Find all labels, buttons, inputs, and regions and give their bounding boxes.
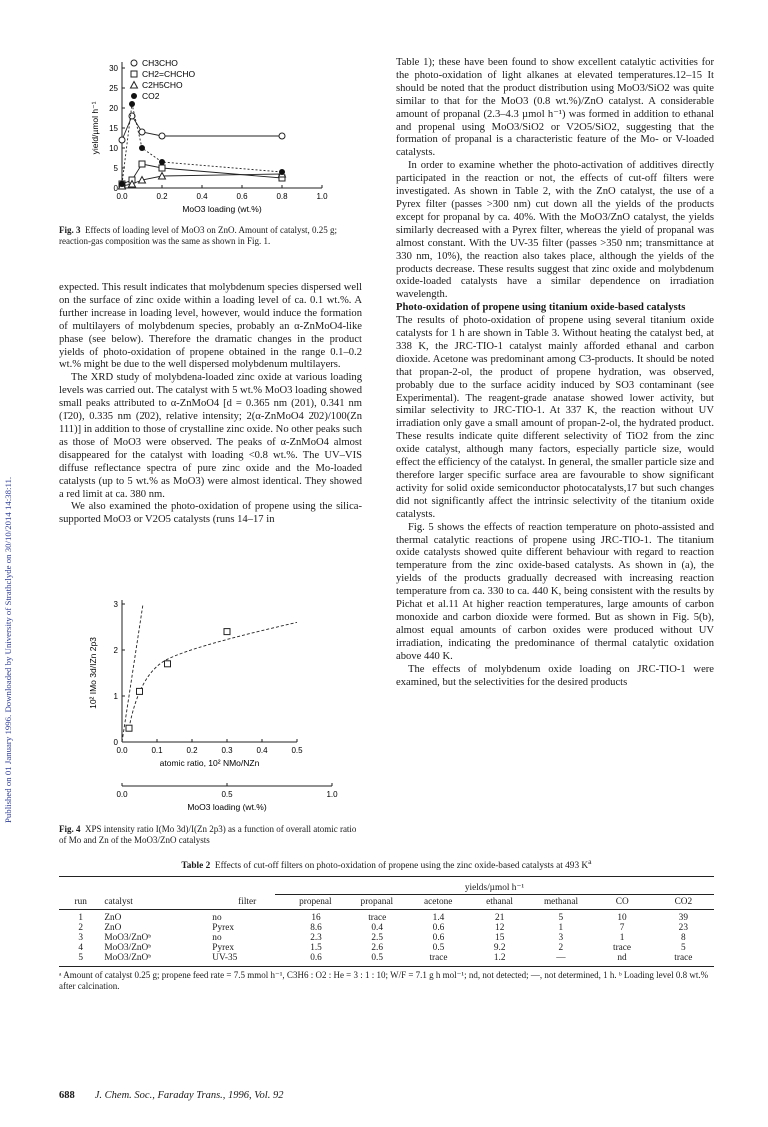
table-row — [59, 913, 714, 923]
table2-header-cell: propanal — [360, 897, 394, 908]
table2-cell: 12 — [495, 923, 505, 934]
trend-line-steep — [122, 604, 143, 742]
x-axis-label: atomic ratio, 10² NMo/NZn — [159, 758, 260, 768]
left-column-top — [59, 282, 362, 527]
table2-cell: 1.4 — [432, 913, 445, 924]
table2-cell: 0.5 — [371, 953, 384, 964]
table2-title: Table 2 Effects of cut-off filters on photo-oxidation of propene using the zinc oxide-based catalysts at 493 $K^a$ — [181, 857, 592, 872]
x-tick-label: 0.8 — [276, 192, 288, 201]
table2-cell: trace — [674, 953, 693, 964]
legend-label: CO2 — [142, 91, 160, 101]
table2-cell: MoO3/ZnOᵇ — [104, 943, 152, 954]
table-row — [59, 943, 714, 953]
table2-cell: 2.3 — [310, 933, 322, 944]
y-tick-label: 1 — [113, 692, 118, 701]
x-tick-label: 0.1 — [151, 746, 163, 755]
table2-cell: — — [556, 953, 566, 964]
legend-label: CH3CHO — [142, 58, 178, 68]
fig4-chart — [82, 592, 352, 822]
trend-line-curve — [129, 622, 297, 728]
table2-cell: 5 — [681, 943, 686, 954]
table2-cell: 1.5 — [310, 943, 322, 954]
series-line — [122, 116, 282, 140]
y-tick-label: 0 — [113, 738, 118, 747]
x-axis-label: MoO3 loading (wt.%) — [182, 204, 262, 214]
fig4-caption: Fig. 4 XPS intensity ratio I(Mo 3d)/I(Zn 2p3) as a function of overall atomic ratio of Mo and Zn of the MoO3/ZnO catalysts — [59, 824, 357, 845]
table2-cell: 2 — [558, 943, 564, 954]
table2-cell: 2.6 — [371, 943, 384, 954]
table2-cell: 2.5 — [371, 933, 384, 944]
paragraph: The results of photo-oxidation of propene using several titanium oxide catalysts for 1 h are shown in Table 3. Without heating the catalyst bed, at 338 K, the JRC-TIO-1 catalyst mainly afforded ethanal and carbon dioxide. Acetone was predominant among C3-products. It should be noted that propan-2-ol, the product of propene hydration, was observed, probably due to the surface acidity induced by SO3 contaminant (see Experimental). The reagent-grade anatase showed lower activity, but similar selectivity to JRC-TIO-1. At 337 K, the reaction without UV irradiation only gave a small amount of propan-2-ol, the hydrated product. These results indicate quite different selectivity of TiO2 from the zinc oxide catalyst, although many factors, especially particle size, would effect the efficiency of the catalyst. In general, the smaller particle size and therefore larger specific surface area are favourable to show significant activity for solid oxide semiconductor photocatalysts,17 but such changes did not significantly affect the intrinsic selectivity of the titanium oxide catalysts. — [396, 315, 714, 520]
table2-cell: trace — [368, 913, 387, 924]
data-point-dot — [119, 181, 125, 187]
table2-cell: MoO3/ZnOᵇ — [104, 953, 152, 964]
data-point-square — [137, 688, 143, 694]
table2-cell: 1.2 — [493, 953, 506, 964]
data-point-circle — [159, 133, 165, 139]
table2-footnote: ᵃ Amount of catalyst 0.25 g; propene feed rate = 7.5 mmol h⁻¹, C3H6 : O2 : He = 3 : 1 : 10; W/F = 7.1 g h mol⁻¹; nd, not detected; —, not determined, 1 h. ᵇ Loading level 0.8 wt.% after calcination. — [59, 970, 709, 992]
secondary-x-tick-label: 1.0 — [326, 790, 338, 799]
legend-label: C2H5CHO — [142, 80, 183, 90]
table2-cell: 5 — [558, 913, 564, 924]
download-watermark: Published on 01 January 1996. Downloaded by University of Strathclyde on 30/10/2014 14:38:11. — [3, 476, 13, 824]
table2-cell: 1 — [558, 923, 564, 934]
data-point-square — [126, 725, 132, 731]
table2-cell: 0.6 — [310, 953, 322, 964]
table2-body — [59, 913, 714, 963]
table2-cell: 2 — [78, 923, 83, 934]
y-tick-label: 5 — [113, 164, 118, 173]
table2-cell: nd — [617, 953, 627, 964]
table2-cell: 21 — [495, 913, 505, 924]
table2-cell: 9.2 — [493, 943, 506, 954]
y-tick-label: 20 — [109, 104, 118, 113]
secondary-x-tick-label: 0.5 — [221, 790, 233, 799]
table2-cell: Pyrex — [212, 923, 234, 934]
table2-cell: Pyrex — [212, 943, 234, 954]
table2-cell: trace — [429, 953, 448, 964]
data-point-dot — [129, 101, 135, 107]
y-tick-label: 25 — [109, 84, 118, 93]
y-axis-label: yield/µmol h⁻¹ — [90, 101, 100, 155]
table-row — [59, 923, 714, 933]
data-point-circle — [119, 137, 125, 143]
x-tick-label: 0.2 — [156, 192, 168, 201]
table2-cell: trace — [612, 943, 632, 954]
y-tick-label: 3 — [113, 600, 118, 609]
table2-header-cell: propenal — [299, 897, 332, 908]
paragraph: Fig. 5 shows the effects of reaction temperature on photo-assisted and thermal catalytic reactions of propene using JRC-TIO-1. The titanium oxide catalysts showed quite different behaviour with regard to reaction temperature from the zinc oxide-based catalysts. As shown in (a), the yields of the products gradually decreased with increasing reaction temperature from ca. 330 to ca. 440 K, being consistent with the results by Pichat et al.11 At higher reaction temperatures, large amounts of carbon monoxide and carbon dioxide were formed. But as shown in Fig. 5(b), almost equal amounts of carbon oxides were produced without UV irradiation, indicating the predominance of thermal catalytic oxidation above 440 K. — [396, 521, 714, 662]
paragraph: Table 1); these have been found to show excellent catalytic activities for the photo-oxidation of light alkanes at elevated temperatures.12–15 It should be noted that the product distribution using MoO3/SiO2 was quite similar to that for the MoO3 (0.8 wt.%)/ZnO catalyst. A considerable amount of propanal (2.3–4.3 µmol h⁻¹) was formed in addition to ethanal and propenal using MoO3/SiO2 or V2O5/SiO2, suggesting that the formation of propanal is a characteristic feature of the Mo- or V-loaded catalysts. — [396, 57, 714, 159]
fig3-chart — [82, 52, 352, 222]
table2-cell: UV-35 — [212, 953, 238, 964]
table2-cell: 0.4 — [371, 923, 384, 934]
table2-yields-header: yields/µmol h⁻¹ — [464, 883, 525, 894]
paragraph: The XRD study of molybdena-loaded zinc oxide at various loading levels was carried out. The catalyst with 5 wt.% MoO3 loading showed small peaks attributed to α-ZnMoO4 [d = 0.365 nm (201), 0.341 nm (1̄20), 0.335 nm (2̄02), relative intensity; 2(α-ZnMoO4 2̄02)/100(Zn 111)] in addition to those of crystalline zinc oxide. No other peaks such as those of MoO3 were observed. The peaks of α-ZnMoO4 almost disappeared for the catalyst with loading <0.8 wt.%. The UV–VIS diffuse reflectance spectra of pure zinc oxide and the Mo-loaded catalysts (up to 5 wt.% as MoO3) were almost identical. They showed a red limit at ca. 380 nm. — [59, 372, 362, 500]
x-tick-label: 1.0 — [316, 192, 328, 201]
table2-cell: 7 — [619, 923, 625, 934]
series-line — [122, 104, 282, 184]
y-tick-label: 15 — [109, 124, 118, 133]
secondary-x-tick-label: 0.0 — [116, 790, 128, 799]
y-tick-label: 0 — [113, 184, 118, 193]
y-tick-label: 10 — [109, 144, 118, 153]
data-point-circle — [139, 129, 145, 135]
table2-cell: no — [212, 913, 222, 924]
table2-cell: 1 — [619, 933, 625, 944]
legend-marker-triangle — [131, 82, 138, 89]
table2-header-cell: CO — [615, 897, 629, 908]
table2-cell: 8 — [681, 933, 686, 944]
table2-cell: 23 — [678, 923, 688, 934]
page-footer — [59, 1090, 283, 1101]
table2-cell: 1 — [78, 913, 83, 924]
x-tick-label: 0.3 — [221, 746, 233, 755]
paragraph: We also examined the photo-oxidation of propene using the silica-supported MoO3 or V2O5 catalysts (runs 14–17 in — [59, 501, 362, 526]
legend-marker-circle — [131, 60, 137, 66]
legend-marker-square — [131, 71, 137, 77]
y-tick-label: 2 — [113, 646, 118, 655]
x-tick-label: 0.6 — [236, 192, 248, 201]
table2-cell: ZnO — [104, 913, 122, 924]
x-tick-label: 0.2 — [186, 746, 198, 755]
secondary-x-axis-label: MoO3 loading (wt.%) — [187, 802, 267, 812]
page-number: 688 — [59, 1090, 75, 1101]
right-column — [396, 57, 714, 689]
table2-cell: 15 — [495, 933, 505, 944]
table2-cell: 5 — [78, 953, 83, 964]
table2-cell: 4 — [78, 943, 83, 954]
table2 — [59, 857, 714, 992]
table2-cell: 0.6 — [432, 923, 445, 934]
table2-header-cell: methanal — [543, 897, 579, 908]
x-tick-label: 0.5 — [291, 746, 303, 755]
y-axis-label: 10² IMo 3d/IZn 2p3 — [88, 637, 98, 709]
x-tick-label: 0.4 — [196, 192, 208, 201]
journal-ref: J. Chem. Soc., Faraday Trans., 1996, Vol. 92 — [94, 1090, 284, 1101]
table2-cell: 39 — [678, 913, 688, 924]
x-tick-label: 0.0 — [116, 192, 128, 201]
table2-header-cell: catalyst — [104, 897, 133, 908]
table2-cell: ZnO — [104, 923, 122, 934]
data-point-circle — [279, 133, 285, 139]
data-point-circle — [129, 113, 135, 119]
table2-cell: 3 — [78, 933, 83, 944]
table2-grid — [59, 897, 714, 907]
table2-cell: no — [212, 933, 222, 944]
data-point-dot — [139, 145, 145, 151]
data-point-square — [159, 165, 165, 171]
table2-header-cell: CO2 — [674, 897, 693, 908]
data-point-dot — [159, 159, 165, 165]
table-row — [59, 953, 714, 963]
table2-cell: 0.6 — [432, 933, 445, 944]
table2-cell: 10 — [617, 913, 627, 924]
legend-label: CH2=CHCHO — [142, 69, 196, 79]
data-point-square — [139, 161, 145, 167]
table2-cell: 0.5 — [432, 943, 445, 954]
y-tick-label: 30 — [109, 64, 118, 73]
section-heading: Photo-oxidation of propene using titanium oxide-based catalysts — [396, 302, 686, 314]
data-point-dot — [279, 169, 285, 175]
legend-marker-dot — [131, 93, 137, 99]
data-point-square — [224, 629, 230, 635]
paragraph: The effects of molybdenum oxide loading on JRC-TIO-1 were examined, but the selectivities for the desired products — [396, 663, 714, 688]
table2-header-cell: acetone — [424, 897, 453, 908]
x-tick-label: 0.0 — [116, 746, 128, 755]
paragraph: In order to examine whether the photo-activation of additives directly participated in the reaction or not, the effects of cut-off filters were investigated. As shown in Table 2, with the ZnO catalyst, the use of a Pyrex filter (passes >300 nm) cut down all the yields of the products except for propanal by ca. 40%. With the MoO3/ZnO catalyst, the yields similarly decreased with a Pyrex filter, whereas the yield of propanal was almost constant. With the UV-35 filter (passes >350 nm; transmittance at 330 nm, 10%), the reaction also takes place, although the yields of the products decrease. These results suggest that zinc oxide and molybdenum oxide-loaded catalysts have a similar dependence on irradiation wavelength. — [396, 160, 714, 301]
paragraph: expected. This result indicates that molybdenum species dispersed well on the surface of zinc oxide within a loading level of ca. 0.1 wt.%. A further increase in loading level, however, would induce the formation of multilayers of molybdenum species, probably an α-ZnMoO4-like phase (see below). Therefore the dramatic changes in the product yields of photo-oxidation of propene obtained in the range 0.1–0.2 wt.% might be due to the well dispersed molybdenum multilayers. — [59, 282, 362, 371]
x-tick-label: 0.4 — [256, 746, 268, 755]
table2-header-cell: filter — [238, 897, 257, 908]
table2-header-cell: run — [74, 897, 87, 908]
table2-cell: 16 — [311, 913, 321, 924]
fig3-caption: Fig. 3 Effects of loading level of MoO3 on ZnO. Amount of catalyst, 0.25 g; reaction-gas composition was the same as shown in Fig. 1. — [59, 225, 338, 246]
table2-cell: 3 — [558, 933, 564, 944]
table2-header-cell: ethanal — [486, 897, 513, 908]
table2-cell: 8.6 — [310, 923, 322, 934]
data-point-square — [165, 661, 171, 667]
table2-cell: MoO3/ZnOᵇ — [104, 933, 152, 944]
table-row — [59, 933, 714, 943]
